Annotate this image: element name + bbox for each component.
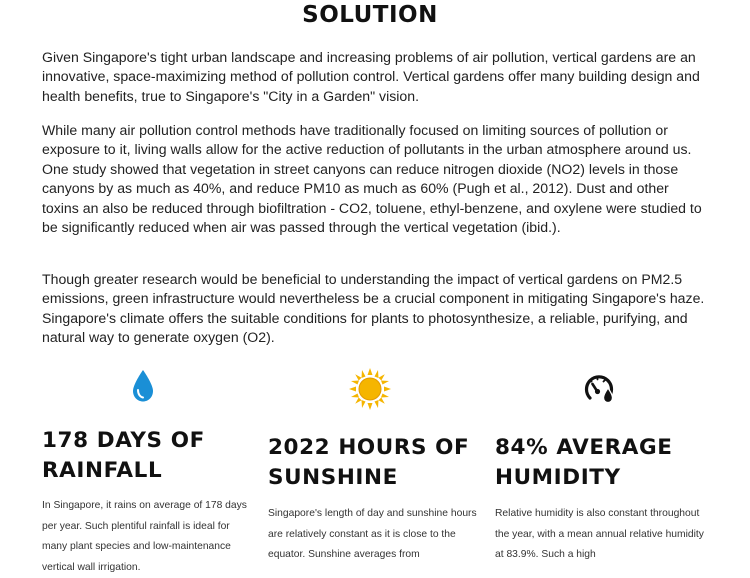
humidity-stat-title: 84% AVERAGE HUMIDITY (495, 435, 673, 490)
rainfall-stat-text: In Singapore, it rains on average of 178 days per year. Such plentiful rainfall is ideal for many plant species and low-maintenance vertical wall irrigation. (42, 500, 247, 573)
pollution-control-paragraph: While many air pollution control methods have traditionally focused on limiting sources of pollution or exposure to it, living walls allow for the active reduction of pollutants in the urban atmosphere around us. One study showed that vegetation in street canyons can reduce nitrogen dioxide (NO2) levels in those canyons by as much as 40%, and reduce PM10 as much as 60% (Pugh et al., 2012). Dust and other toxins an also be reduced through biofiltration - CO2, toluene, ethyl-benzene, and oxylene were studied to be significantly reduced when air was passed through the vertical vegetation (ibid.). (42, 122, 702, 236)
section-heading: SOLUTION (302, 2, 438, 28)
research-paragraph: Though greater research would be beneficial to understanding the impact of vertical gardens on PM2.5 emissions, green infrastructure would nevertheless be a crucial component in mitigating Singapore's haze. Singapore's climate offers the suitable conditions for plants to photosynthesize, a reliable, purifying, and natural way to generate oxygen (O2). (42, 271, 705, 346)
humidity-stat-text: Relative humidity is also constant throughout the year, with a mean annual relative humidity at 83.9%. Such a high (495, 508, 704, 560)
humidity-gauge-icon (582, 373, 616, 405)
sun-icon (349, 368, 391, 410)
intro-paragraph: Given Singapore's tight urban landscape and increasing problems of air pollution, vertical gardens are an innovative, space-maximizing method of pollution control. Vertical gardens offer many building design and health benefits, true to Singapore's "City in a Garden" vision. (42, 49, 700, 104)
sunshine-stat-text: Singapore's length of day and sunshine hours are relatively constant as it is close to the equator. Sunshine averages from (268, 508, 477, 560)
rainfall-stat-title: 178 DAYS OF RAINFALL (42, 428, 205, 483)
water-drop-icon (131, 369, 155, 403)
sunshine-stat-title: 2022 HOURS OF SUNSHINE (268, 435, 470, 490)
